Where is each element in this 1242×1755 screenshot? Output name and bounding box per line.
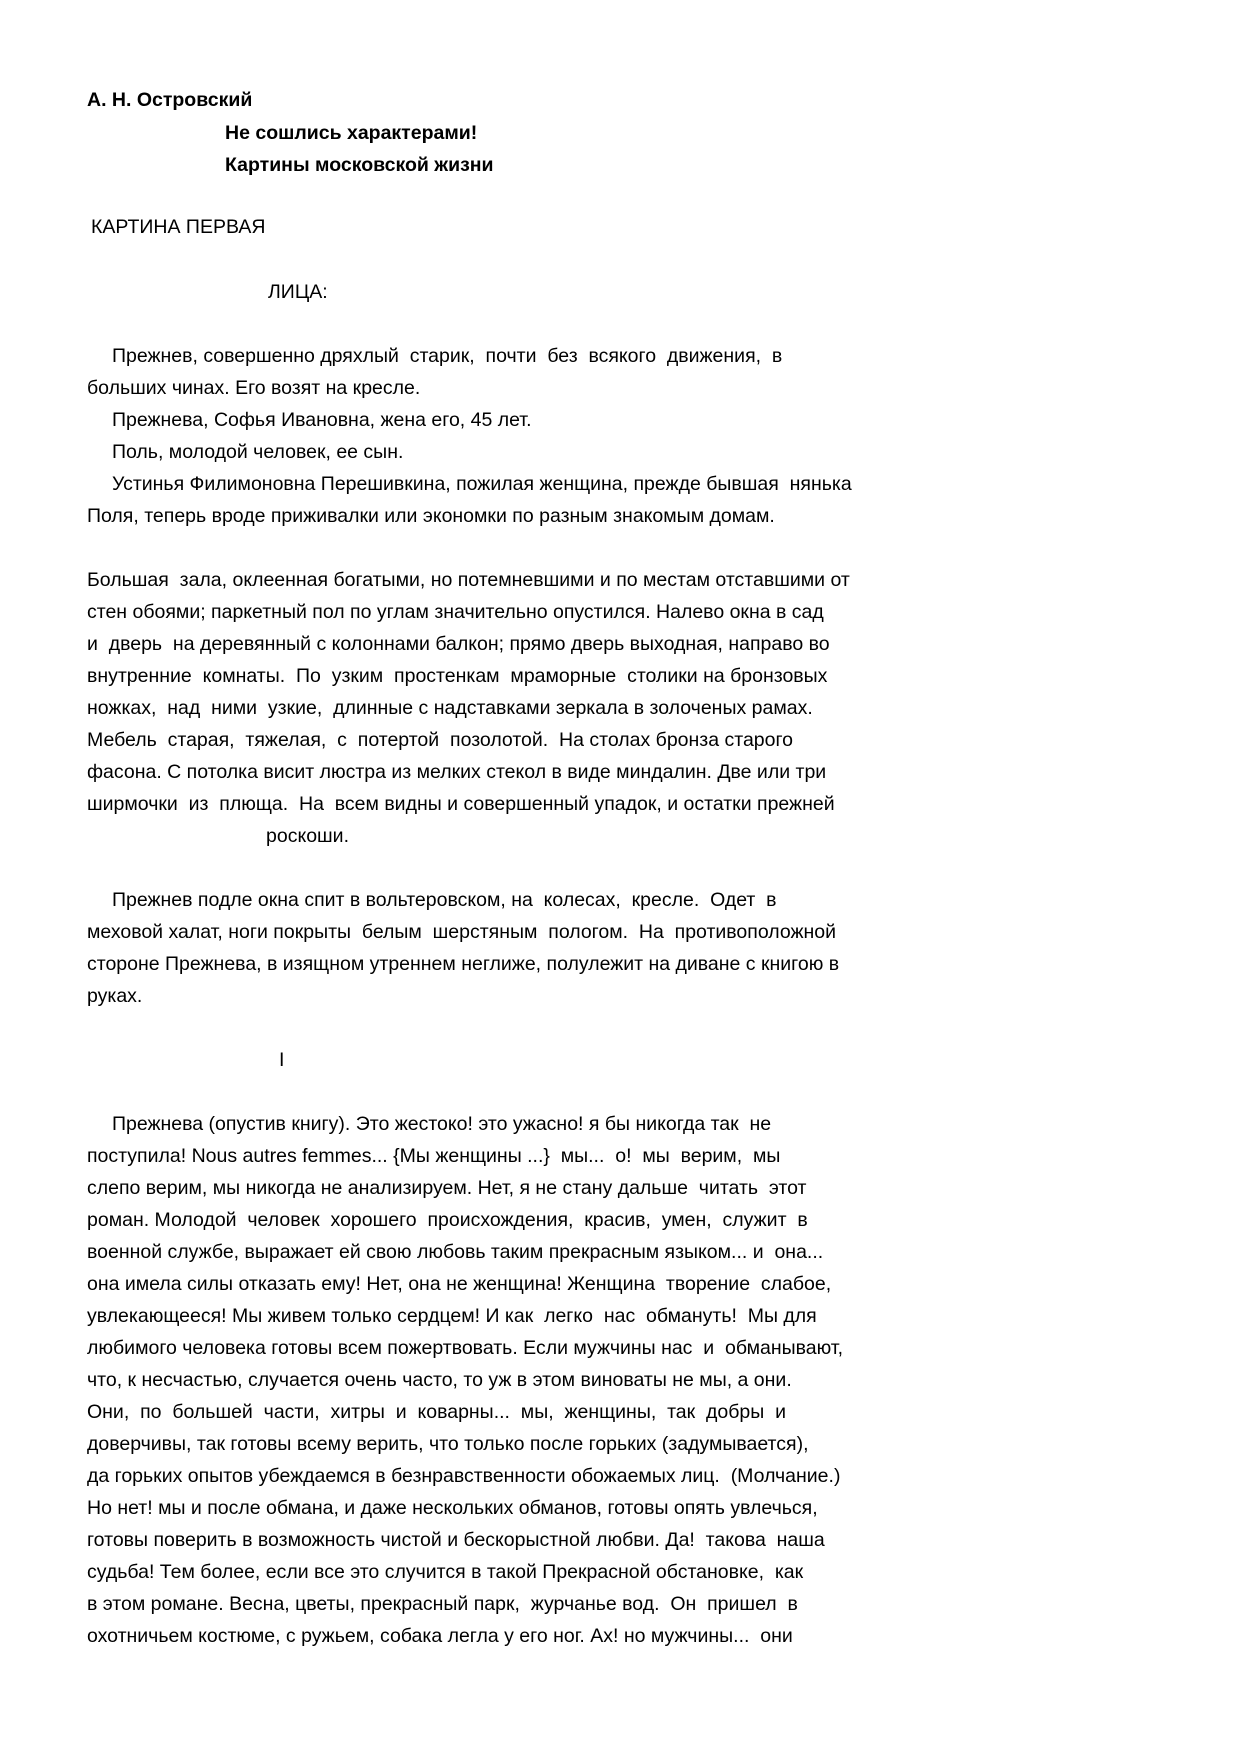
monologue-line: доверчивы, так готовы всему верить, что только после горьких (задумывается), [87,1433,809,1455]
setting-line: и дверь на деревянный с колоннами балкон; прямо дверь выходная, направо во [87,633,830,655]
stage-direction-line: меховой халат, ноги покрыты белым шерстяным пологом. На противоположной [87,921,837,943]
persons-line: Прежнева, Софья Ивановна, жена его, 45 лет. [112,409,532,431]
monologue-line: Но нет! мы и после обмана, и даже нескольких обманов, готовы опять увлечься, [87,1497,818,1519]
setting-line: стен обоями; паркетный пол по углам значительно опустился. Налево окна в сад [87,601,824,623]
persons-line: больших чинах. Его возят на кресле. [87,377,421,399]
persons-heading: ЛИЦА: [268,281,328,303]
monologue-line: она имела силы отказать ему! Нет, она не женщина! Женщина творение слабое, [87,1273,832,1295]
monologue-line: любимого человека готовы всем пожертвовать. Если мужчины нас и обманывают, [87,1337,843,1359]
persons-line: Устинья Филимоновна Перешивкина, пожилая женщина, прежде бывшая нянька [112,473,852,495]
monologue-line: да горьких опытов убеждаемся в безнравственности обожаемых лиц. (Молчание.) [87,1465,841,1487]
monologue-line: готовы поверить в возможность чистой и бескорыстной любви. Да! такова наша [87,1529,825,1551]
monologue-line: в этом романе. Весна, цветы, прекрасный парк, журчанье вод. Он пришел в [87,1593,798,1615]
section-number: I [279,1049,285,1071]
persons-line: Прежнев, совершенно дряхлый старик, почти без всякого движения, в [112,345,783,367]
stage-direction-line: стороне Прежнева, в изящном утреннем неглиже, полулежит на диване с книгою в [87,953,840,975]
monologue-line: слепо верим, мы никогда не анализируем. Нет, я не стану дальше читать этот [87,1177,807,1199]
setting-line: Большая зала, оклеенная богатыми, но потемневшими и по местам отставшими от [87,569,850,591]
setting-line: Мебель старая, тяжелая, с потертой позолотой. На столах бронза старого [87,729,794,751]
play-title: Не сошлись характерами! [225,122,478,144]
stage-direction-line: Прежнев подле окна спит в вольтеровском, на колесах, кресле. Одет в [112,889,777,911]
monologue-line: военной службе, выражает ей свою любовь таким прекрасным языком... и она... [87,1241,824,1263]
stage-direction-line: руках. [87,985,143,1007]
persons-line: Поля, теперь вроде приживалки или экономки по разным знакомым домам. [87,505,775,527]
play-subtitle: Картины московской жизни [225,154,494,176]
monologue-line: поступила! Nous autres femmes... {Мы женщины ...} мы... о! мы верим, мы [87,1145,781,1167]
setting-line: ножках, над ними узкие, длинные с надставками зеркала в золоченых рамах. [87,697,813,719]
monologue-line: роман. Молодой человек хорошего происхождения, красив, умен, служит в [87,1209,808,1231]
monologue-line: Прежнева (опустив книгу). Это жестоко! это ужасно! я бы никогда так не [112,1113,772,1135]
author: А. Н. Островский [87,89,253,111]
monologue-line: Они, по большей части, хитры и коварны... мы, женщины, так добры и [87,1401,787,1423]
setting-line: фасона. С потолка висит люстра из мелких стекол в виде миндалин. Две или три [87,761,827,783]
scene-heading: КАРТИНА ПЕРВАЯ [91,216,266,238]
setting-line: роскоши. [266,825,349,847]
monologue-line: увлекающееся! Мы живем только сердцем! И как легко нас обмануть! Мы для [87,1305,817,1327]
setting-line: внутренние комнаты. По узким простенкам мраморные столики на бронзовых [87,665,828,687]
monologue-line: судьба! Тем более, если все это случится в такой Прекрасной обстановке, как [87,1561,804,1583]
setting-line: ширмочки из плюща. На всем видны и совершенный упадок, и остатки прежней [87,793,835,815]
persons-line: Поль, молодой человек, ее сын. [112,441,404,463]
monologue-line: что, к несчастью, случается очень часто, то уж в этом виноваты не мы, а они. [87,1369,792,1391]
monologue-line: охотничьем костюме, с ружьем, собака легла у его ног. Ах! но мужчины... они [87,1625,793,1647]
